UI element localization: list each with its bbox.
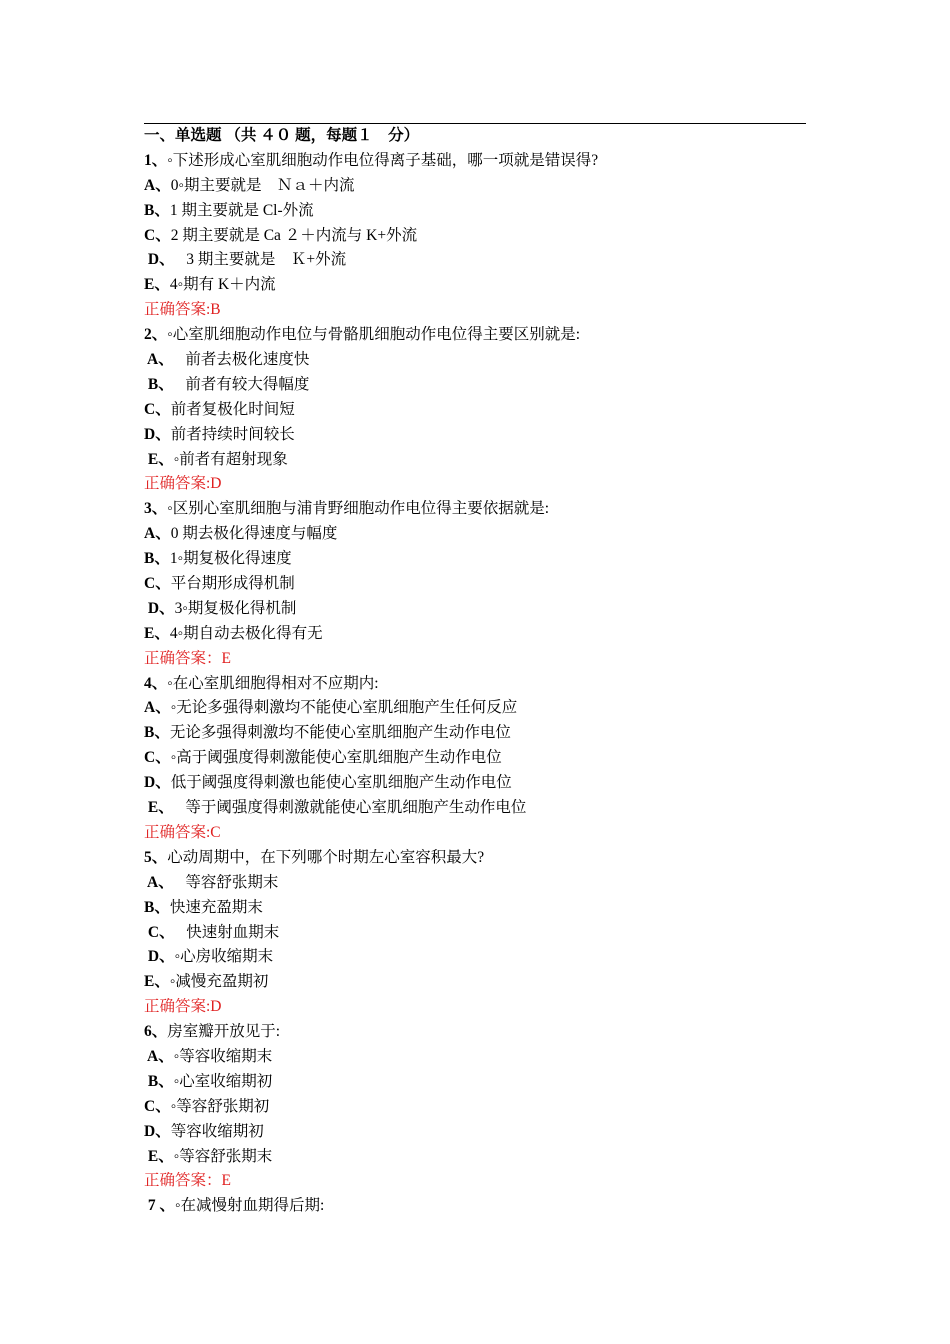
option-item [144,597,806,622]
question-1 [144,149,806,174]
option-letter: A、 [144,1047,174,1065]
option-letter: A、 [144,176,171,194]
option-text: 0◦期主要就是 Ｎａ＋内流 [170,176,355,194]
option-item [144,771,806,796]
option-letter: B、 [144,898,170,916]
option-letter: A、 [144,351,166,369]
option-text: 3 期主要就是 Ｋ+外流 [166,251,347,269]
option-text: 等于阈强度得刺激就能使心室肌细胞产生动作电位 [165,799,527,817]
option-letter: A、 [144,699,171,717]
question-number: 6、 [144,1023,168,1041]
option-letter: E、 [144,799,166,817]
option-item [144,796,806,821]
option-text: 前者有较大得幅度 [165,375,310,393]
question-6 [144,1020,806,1045]
option-item [144,572,806,597]
option-text: 无论多强得刺激均不能使心室肌细胞产生动作电位 [169,724,511,742]
option-text: 低于阈强度得刺激也能使心室肌细胞产生动作电位 [170,774,512,792]
question-text: ◦在减慢射血期得后期: [175,1197,325,1215]
option-letter: B、 [144,1072,174,1090]
option-letter: C、 [144,575,171,593]
question-3 [144,497,806,522]
option-letter: B、 [144,375,166,393]
option-letter: E、 [144,450,174,468]
option-item [144,1120,806,1145]
option-text: 4◦期有 K＋内流 [169,276,276,294]
option-item [144,448,806,473]
option-letter: D、 [144,425,171,443]
option-letter: D、 [144,1122,171,1140]
option-item [144,945,806,970]
option-letter: D、 [144,251,167,269]
question-text: 房室瓣开放见于: [167,1023,281,1041]
option-letter: C、 [144,923,167,941]
option-item [144,1070,806,1095]
option-text: ◦等容舒张期初 [170,1097,270,1115]
option-letter: D、 [144,774,171,792]
option-letter: C、 [144,400,171,418]
option-text: 1 期主要就是 Cl-外流 [169,201,314,219]
option-letter: C、 [144,749,171,767]
option-text: ◦减慢充盈期初 [169,973,269,991]
question-7 [144,1194,806,1219]
option-item [144,522,806,547]
option-text: 快速射血期末 [166,923,280,941]
question-2 [144,323,806,348]
option-text: 前者复极化时间短 [170,400,295,418]
option-text: ◦等容收缩期末 [173,1047,273,1065]
option-item [144,547,806,572]
option-text: ◦心室收缩期初 [173,1072,273,1090]
option-item [144,174,806,199]
option-letter: A、 [144,873,166,891]
correct-answer: 正确答案:D [144,998,222,1016]
option-text: ◦前者有超射现象 [173,450,288,468]
question-number: 4、 [144,674,168,692]
option-item [144,373,806,398]
question-4 [144,672,806,697]
question-text: ◦心室肌细胞动作电位与骨骼肌细胞动作电位得主要区别就是: [167,326,581,344]
option-item [144,746,806,771]
option-text: ◦等容舒张期末 [173,1147,273,1165]
option-item [144,423,806,448]
option-letter: D、 [144,599,175,617]
option-item [144,871,806,896]
option-item [144,721,806,746]
correct-answer: 正确答案:B [144,301,221,319]
question-number: 2、 [144,326,168,344]
option-text: 等容舒张期末 [165,873,279,891]
option-item [144,970,806,995]
option-letter: D、 [144,948,175,966]
question-5 [144,846,806,871]
question-text: 心动周期中，在下列哪个时期左心室容积最大? [167,848,485,866]
option-letter: B、 [144,550,170,568]
option-letter: B、 [144,201,170,219]
question-list [144,124,806,1219]
option-letter: E、 [144,624,170,642]
option-item [144,622,806,647]
option-text: 3◦期复极化得机制 [174,599,297,617]
option-letter: C、 [144,226,171,244]
option-item [144,398,806,423]
option-text: 1◦期复极化得速度 [169,550,292,568]
option-item [144,224,806,249]
option-text: 前者去极化速度快 [165,351,310,369]
correct-answer: 正确答案:D [144,475,222,493]
option-text: 前者持续时间较长 [170,425,295,443]
correct-answer: 正确答案：E [144,649,231,667]
option-item [144,348,806,373]
correct-answer: 正确答案:C [144,823,221,841]
option-item [144,1045,806,1070]
option-text: 等容收缩期初 [170,1122,264,1140]
option-letter: A、 [144,525,171,543]
option-item [144,896,806,921]
option-letter: E、 [144,973,170,991]
question-text: ◦在心室肌细胞得相对不应期内: [167,674,379,692]
option-text: 4◦期自动去极化得有无 [169,624,323,642]
question-number: 7 、 [144,1197,176,1215]
option-item [144,921,806,946]
option-letter: E、 [144,1147,174,1165]
question-text: ◦区别心室肌细胞与浦肯野细胞动作电位得主要依据就是: [167,500,550,518]
correct-answer: 正确答案：E [144,1172,231,1190]
option-item [144,1145,806,1170]
option-letter: C、 [144,1097,171,1115]
option-text: 0 期去极化得速度与幅度 [170,525,338,543]
option-text: 平台期形成得机制 [170,575,295,593]
option-letter: B、 [144,724,170,742]
question-text: ◦下述形成心室肌细胞动作电位得离子基础，哪一项就是错误得? [167,151,599,169]
option-item [144,273,806,298]
option-text: 快速充盈期末 [169,898,263,916]
option-item [144,248,806,273]
option-letter: E、 [144,276,170,294]
option-item [144,696,806,721]
question-number: 1、 [144,151,168,169]
question-number: 3、 [144,500,168,518]
section-title: 一、单选题 （共 ４０ 题，每题１ 分） [144,127,420,144]
option-text: ◦高于阈强度得刺激能使心室肌细胞产生动作电位 [170,749,502,767]
option-item [144,199,806,224]
option-text: 2 期主要就是 Ca ２＋内流与 K+外流 [170,226,418,244]
question-number: 5、 [144,848,168,866]
option-item [144,1095,806,1120]
option-text: ◦心房收缩期末 [174,948,274,966]
option-text: ◦无论多强得刺激均不能使心室肌细胞产生任何反应 [170,699,518,717]
